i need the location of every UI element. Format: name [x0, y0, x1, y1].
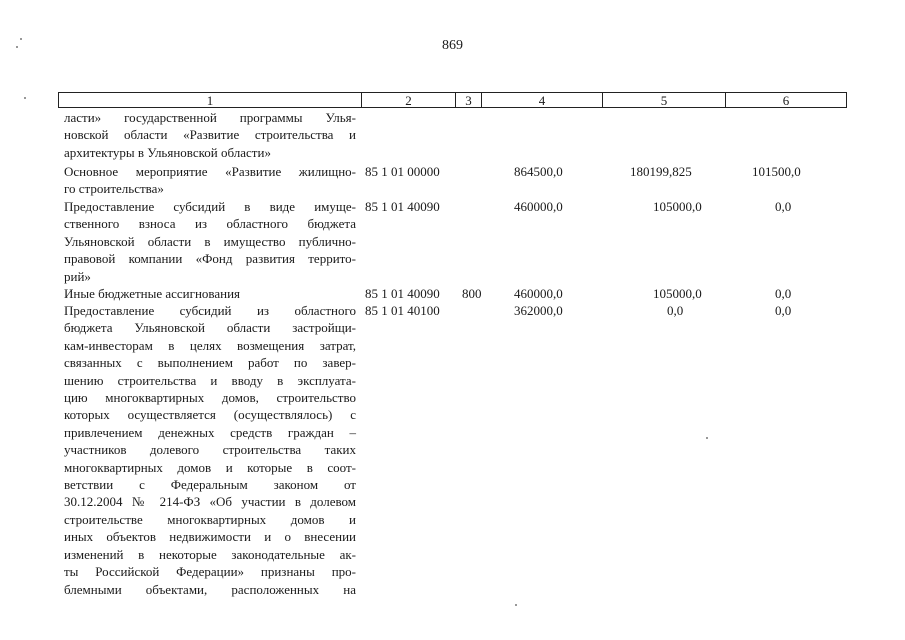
description-line: блемными объектами, расположенных на: [64, 581, 356, 597]
description-line: кам-инвесторам в целях возмещения затрат,: [64, 337, 356, 353]
row-col-5: 0,0: [667, 303, 684, 318]
description-line: Основное мероприятие «Развитие жилищно-: [64, 164, 356, 179]
description-line: го строительства»: [64, 181, 164, 197]
row-col-4: 864500,0: [514, 164, 563, 179]
table-header-row: [58, 92, 847, 108]
description-line: цию многоквартирных домов, строительство: [64, 390, 356, 406]
description-line: связанных с выполнением работ по завер-: [64, 355, 356, 371]
description-line: правовой компании «Фонд развития террито-: [64, 251, 356, 267]
description-line: иных объектов недвижимости и о внесении: [64, 529, 356, 545]
row-col-6: 0,0: [775, 199, 792, 214]
description-line: которых осуществляется (осуществлялось) с: [64, 407, 356, 423]
description-line: ветствии с Федеральным законом от: [64, 477, 356, 493]
row-col-3: 800: [462, 286, 482, 301]
description-line: Иные бюджетные ассигнования: [64, 286, 241, 301]
description-line: рий»: [64, 268, 91, 284]
description-line: строительстве многоквартирных домов и: [64, 511, 356, 527]
row-col-6: 0,0: [775, 303, 792, 318]
row-description: [64, 109, 356, 161]
scan-speck: [24, 97, 26, 99]
description-line: бюджета Ульяновской области застройщи-: [64, 320, 356, 336]
row-code: 85 1 01 00000: [365, 164, 440, 179]
row-col-4: 362000,0: [514, 303, 563, 318]
row-col-5: 180199,825: [630, 164, 692, 179]
row-col-6: 101500,0: [752, 164, 801, 179]
row-code: 85 1 01 40100: [365, 303, 440, 318]
scan-speck: [706, 437, 708, 439]
row-code: 85 1 01 40090: [365, 199, 440, 214]
row-col-5: 105000,0: [653, 286, 702, 301]
description-line: шению строительства и вводу в эксплуата-: [64, 372, 356, 388]
description-line: участников долевого строительства таких: [64, 442, 356, 458]
header-col-2: 2: [361, 93, 455, 107]
row-code: 85 1 01 40090: [365, 286, 440, 301]
row-description: [64, 163, 356, 198]
header-col-3: 3: [455, 93, 481, 107]
description-line: Предоставление субсидий из областного: [64, 303, 356, 318]
scan-speck: [20, 38, 22, 40]
description-line: 30.12.2004 № 214-ФЗ «Об участии в долевом: [64, 494, 356, 510]
row-col-4: 460000,0: [514, 286, 563, 301]
page-number: 869: [442, 38, 463, 53]
row-col-5: 105000,0: [653, 199, 702, 214]
description-line: Предоставление субсидий в виде имуще-: [64, 199, 356, 214]
description-line: привлечением денежных средств граждан –: [64, 424, 356, 440]
description-line: ственного взноса из областного бюджета: [64, 216, 356, 232]
description-line: ласти» государственной программы Улья-: [64, 110, 356, 125]
description-line: Ульяновской области в имущество публично-: [64, 233, 356, 249]
header-col-4: 4: [481, 93, 602, 107]
description-line: изменений в некоторые законодательные ак-: [64, 546, 356, 562]
row-description: [64, 198, 356, 285]
description-line: новской области «Развитие строительства и: [64, 127, 356, 143]
header-col-1: 1: [206, 93, 214, 108]
row-description: [64, 285, 356, 302]
scan-speck: [16, 46, 18, 48]
description-line: ты Российской Федерации» признаны про-: [64, 564, 356, 580]
header-col-6: 6: [725, 93, 846, 107]
row-description: [64, 302, 356, 598]
row-col-6: 0,0: [775, 286, 792, 301]
scan-speck: [515, 604, 517, 606]
header-col-5: 5: [602, 93, 725, 107]
row-col-4: 460000,0: [514, 199, 563, 214]
description-line: архитектуры в Ульяновской области»: [64, 144, 271, 160]
description-line: многоквартирных домов и которые в соот-: [64, 459, 356, 475]
